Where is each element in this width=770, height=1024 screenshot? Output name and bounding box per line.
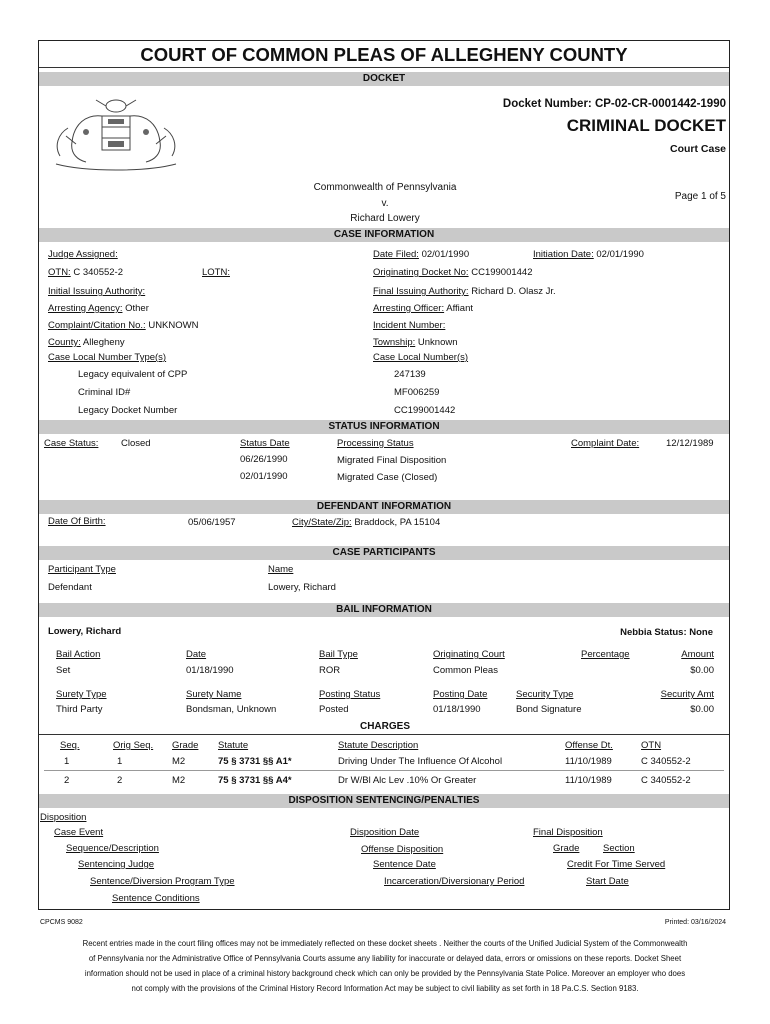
charge-otn: C 340552-2 <box>641 756 691 767</box>
complaint-citation: Complaint/Citation No.: UNKNOWN <box>48 320 199 331</box>
incarceration-period-label: Incarceration/Diversionary Period <box>384 876 525 887</box>
court-case-label: Court Case <box>669 143 726 155</box>
charge-description: Dr W/Bl Alc Lev .10% Or Greater <box>338 775 477 786</box>
date-filed: Date Filed: 02/01/1990 <box>373 249 470 260</box>
case-information-bar: CASE INFORMATION <box>39 228 729 242</box>
sentencing-judge-label: Sentencing Judge <box>78 859 155 870</box>
docket-type: CRIMINAL DOCKET <box>566 116 726 135</box>
bail-person: Lowery, Richard <box>48 626 122 637</box>
bail-amount: $0.00 <box>690 665 714 676</box>
charge-otn: C 340552-2 <box>641 775 691 786</box>
surety-type-header: Surety Type <box>56 689 107 700</box>
otn: OTN: C 340552-2 <box>48 267 123 278</box>
processing-status: Migrated Final Disposition <box>337 455 447 466</box>
title-rule <box>39 67 729 68</box>
initial-issuing-authority-label: Initial Issuing Authority: <box>48 286 146 297</box>
disposition-date-label: Disposition Date <box>350 827 420 838</box>
case-status: Closed <box>121 438 151 449</box>
defendant-information-bar: DEFENDANT INFORMATION <box>39 500 729 514</box>
security-amt-header: Security Amt <box>660 689 714 700</box>
disposition-bar: DISPOSITION SENTENCING/PENALTIES <box>39 794 729 808</box>
sequence-description-label: Sequence/Description <box>66 843 159 854</box>
bail-information-bar: BAIL INFORMATION <box>39 603 729 617</box>
court-title: COURT OF COMMON PLEAS OF ALLEGHENY COUNTY <box>140 44 628 65</box>
charge-grade: M2 <box>172 756 186 767</box>
participant-type-label: Participant Type <box>48 564 116 575</box>
participant-type: Defendant <box>48 582 92 593</box>
charges-heading: CHARGES <box>359 721 410 732</box>
originating-court: Common Pleas <box>433 665 498 676</box>
orig-seq-header: Orig Seq. <box>113 740 154 751</box>
security-type: Bond Signature <box>516 704 582 715</box>
security-amt: $0.00 <box>690 704 714 715</box>
charge-seq: 2 <box>64 775 70 786</box>
bail-type: ROR <box>319 665 341 676</box>
charge-seq: 1 <box>64 756 70 767</box>
initiation-date: Initiation Date: 02/01/1990 <box>533 249 644 260</box>
local-number: CC199001442 <box>394 405 456 416</box>
status-date: 06/26/1990 <box>240 454 288 465</box>
participant-name-label: Name <box>268 564 294 575</box>
disposition-label: Disposition <box>40 812 87 823</box>
grade-label: Grade <box>553 843 580 854</box>
local-type: Criminal ID# <box>78 387 131 398</box>
processing-status: Migrated Case (Closed) <box>337 472 438 483</box>
docket-number: Docket Number: CP-02-CR-0001442-1990 <box>502 98 726 110</box>
case-participants-bar: CASE PARTICIPANTS <box>39 546 729 560</box>
charge-statute: 75 § 3731 §§ A1* <box>218 756 292 767</box>
sentence-date-label: Sentence Date <box>373 859 436 870</box>
case-status-label: Case Status: <box>44 438 99 449</box>
local-number: 247139 <box>394 369 426 380</box>
surety-name: Bondsman, Unknown <box>186 704 277 715</box>
participant-name: Lowery, Richard <box>268 582 336 593</box>
caption-plaintiff: Commonwealth of Pennsylvania <box>313 182 457 193</box>
charge-orig-seq: 2 <box>117 775 123 786</box>
page-number: Page 1 of 5 <box>674 191 726 202</box>
arresting-agency: Arresting Agency: Other <box>48 303 149 314</box>
county: County: Allegheny <box>48 337 125 348</box>
charge-offense-date: 11/10/1989 <box>565 775 612 786</box>
local-numbers-label: Case Local Number(s) <box>373 352 469 363</box>
lotn-label: LOTN: <box>202 267 230 278</box>
bail-date: 01/18/1990 <box>186 665 234 676</box>
grade-header: Grade <box>172 740 199 751</box>
printed-date: Printed: 03/16/2024 <box>664 919 726 926</box>
charge-statute: 75 § 3731 §§ A4* <box>218 775 292 786</box>
disclaimer-notice: Recent entries made in the court filing offices may not be immediately reflected on these docket sheets . Neither the courts of the Unified Judicial System of the Commonwealth of Pennsylvania nor the Administrative Office of Pennsylvania Courts assume any liability for inaccurate or delayed data, errors or omissions on these reports. Docket Sheet information should not be used in place of a criminal history background check which can only be provided by the Pennsylvania State Police. Moreover an employer who does not comply with the provisions of the Criminal History Record Information Act may be subject to civil liability as set forth in 18 Pa.C.S. Section 9183. <box>82 939 688 993</box>
form-id: CPCMS 9082 <box>40 919 83 926</box>
status-date: 02/01/1990 <box>240 471 288 482</box>
complaint-date-label: Complaint Date: <box>571 438 640 449</box>
charge-offense-date: 11/10/1989 <box>565 756 612 767</box>
dob-label: Date Of Birth: <box>48 516 106 527</box>
incident-number-label: Incident Number: <box>373 320 446 331</box>
otn-header: OTN <box>641 740 662 751</box>
local-type: Legacy equivalent of CPP <box>78 369 188 380</box>
local-number-types-label: Case Local Number Type(s) <box>48 352 167 363</box>
pennsylvania-coat-of-arms-seal-icon <box>46 94 186 174</box>
local-type: Legacy Docket Number <box>78 405 178 416</box>
status-information-bar: STATUS INFORMATION <box>39 420 729 434</box>
posting-status-header: Posting Status <box>319 689 381 700</box>
docket-bar: DOCKET <box>39 72 729 86</box>
arresting-officer: Arresting Officer: Affiant <box>373 303 473 314</box>
statute-description-header: Statute Description <box>338 740 419 751</box>
bail-action-header: Bail Action <box>56 649 101 660</box>
percentage-header: Percentage <box>581 649 630 660</box>
security-type-header: Security Type <box>516 689 574 700</box>
originating-court-header: Originating Court <box>433 649 505 660</box>
charge-description: Driving Under The Influence Of Alcohol <box>338 756 503 767</box>
township: Township: Unknown <box>373 337 458 348</box>
processing-status-label: Processing Status <box>337 438 414 449</box>
dob: 05/06/1957 <box>188 517 236 528</box>
start-date-label: Start Date <box>586 876 629 887</box>
posting-status: Posted <box>319 704 349 715</box>
bail-type-header: Bail Type <box>319 649 358 660</box>
nebbia-status: Nebbia Status: None <box>620 627 713 638</box>
credit-time-served-label: Credit For Time Served <box>567 859 666 870</box>
sentence-program-label: Sentence/Diversion Program Type <box>90 876 235 887</box>
sentence-conditions-label: Sentence Conditions <box>112 893 200 904</box>
city-state-zip: City/State/Zip: Braddock, PA 15104 <box>292 517 441 528</box>
final-issuing-authority: Final Issuing Authority: Richard D. Olasz Jr. <box>373 286 556 297</box>
section-label: Section <box>603 843 635 854</box>
surety-type: Third Party <box>56 704 103 715</box>
complaint-date: 12/12/1989 <box>666 438 714 449</box>
charge-orig-seq: 1 <box>117 756 123 767</box>
offense-disposition-label: Offense Disposition <box>361 844 444 855</box>
surety-name-header: Surety Name <box>186 689 242 700</box>
posting-date-header: Posting Date <box>433 689 488 700</box>
offense-date-header: Offense Dt. <box>565 740 613 751</box>
bail-date-header: Date <box>186 649 207 660</box>
originating-docket: Originating Docket No: CC199001442 <box>373 267 533 278</box>
posting-date: 01/18/1990 <box>433 704 481 715</box>
caption-versus: v. <box>381 198 389 209</box>
case-event-label: Case Event <box>54 827 104 838</box>
statute-header: Statute <box>218 740 249 751</box>
judge-assigned-label: Judge Assigned: <box>48 249 118 260</box>
caption-defendant: Richard Lowery <box>350 213 420 224</box>
charge-row-divider <box>44 770 724 771</box>
charge-grade: M2 <box>172 775 186 786</box>
charges-rule <box>39 734 729 735</box>
status-date-label: Status Date <box>240 438 290 449</box>
local-number: MF006259 <box>394 387 440 398</box>
seq-header: Seq. <box>60 740 80 751</box>
amount-header: Amount <box>681 649 714 660</box>
final-disposition-label: Final Disposition <box>533 827 603 838</box>
bail-action: Set <box>56 665 71 676</box>
